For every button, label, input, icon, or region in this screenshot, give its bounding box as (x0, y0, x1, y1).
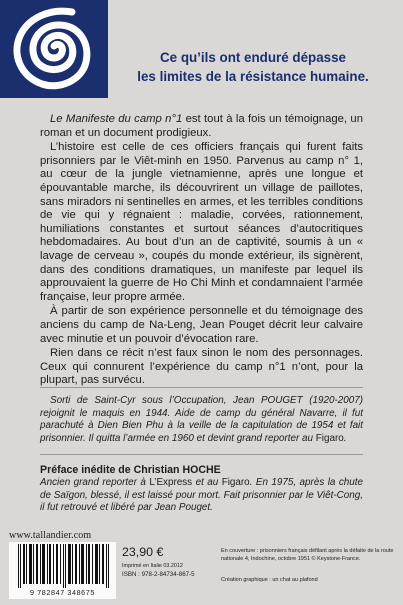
blurb-paragraph-3: À partir de son expérience personnelle et du témoignage des anciens du camp de Na-Leng, Jean Pouget décrit leur calvaire avec minutie et un pouvoir d’évocation rare. (40, 305, 363, 345)
author-bio-end: . (343, 432, 347, 444)
divider-top (40, 387, 363, 388)
printed-in: Imprimé en Italie 03.2012 (122, 563, 183, 569)
blurb-paragraph-2: L’histoire est celle de ces officiers français qui furent faits prisonniers par le Viêt-minh en 1950. Parvenus au camp n° 1, au cœur de la jungle vietnamienne, après une longue et épouvantable marche, ils découvrirent un village de paillotes, sans miradors ni sentinelles en armes, et les terribles conditions de vie qui y régnaient : maladie, corvées, rationnement, humiliations constantes et surtout séances d’autocritiques hebdomadaires. Au bout d’un an de captivité, soumis à un « lavage de cerveau », coupés du monde extérieur, ils signèrent, dans des conditions dramatiques, un manifeste par lequel ils approuvaient la guerre de Ho Chi Minh et condamnaient l’armée française, leur propre armée. (40, 141, 363, 303)
preface-text (40, 477, 363, 515)
book-title: Le Manifeste du camp n°1 (50, 113, 183, 125)
tagline-line-1: Ce qu’ils ont enduré dépasse (159, 50, 347, 65)
preface-text-1: Ancien grand reporter à (40, 477, 150, 488)
barcode-bars-graphic (18, 544, 110, 588)
author-bio-newspaper: Figaro (315, 432, 344, 444)
divider-middle (40, 454, 363, 455)
blurb-paragraph-4: Rien dans ce récit n’est faux sinon le nom des personnages. Ceux qui connurent l’expérience du camp n°1 n’ont, pour la plupart, pas survécu. (40, 347, 363, 387)
author-bio (40, 395, 363, 445)
cover-credit: En couverture : prisonniers français défilant après la défaite de la route nationale 4, Indochine, octobre 1951 © Keystone-France. (221, 548, 394, 562)
preface-text-3: . En 1975, après la chute de Saïgon, blessé, il est laissé pour mort. Fait prisonnier par le Viêt-Cong, il fut retrouvé et libéré par Jean Pouget. (40, 477, 363, 514)
barcode (9, 542, 116, 599)
preface-magazine: L’Express (149, 477, 193, 488)
preface-title: Préface inédite de Christian HOCHE (40, 464, 221, 476)
author-bio-text: Sorti de Saint-Cyr sous l’Occupation, Jean POUGET (1920-2007) rejoignit le maquis en 1944. Aide de camp du général Navarre, il fut parachuté à Dien Bien Phu à la veille de la capitulation de 1954 et fait prisonnier. Il quitta l’armée en 1960 et devint grand reporter au (40, 395, 363, 444)
preface-text-2: et au (192, 477, 222, 488)
design-credit: Création graphique : un chat au plafond (221, 577, 318, 583)
price: 23,90 € (122, 545, 164, 559)
tagline (118, 48, 388, 86)
blurb-paragraph-1 (40, 113, 363, 140)
isbn: ISBN : 978-2-84734-867-5 (122, 571, 195, 578)
price-block (122, 545, 214, 579)
publisher-url[interactable]: www.tallandier.com (9, 530, 92, 541)
spiral-logo-graphic (0, 0, 108, 98)
barcode-digits: 9 782847 348675 (30, 588, 95, 597)
blurb-paragraph-1-text: est tout à la fois un témoignage, un roman et un document prodigieux. (40, 113, 363, 139)
tagline-line-2: les limites de la résistance humaine. (137, 69, 369, 84)
blurb (40, 113, 363, 389)
preface-newspaper: Figaro (221, 477, 250, 488)
